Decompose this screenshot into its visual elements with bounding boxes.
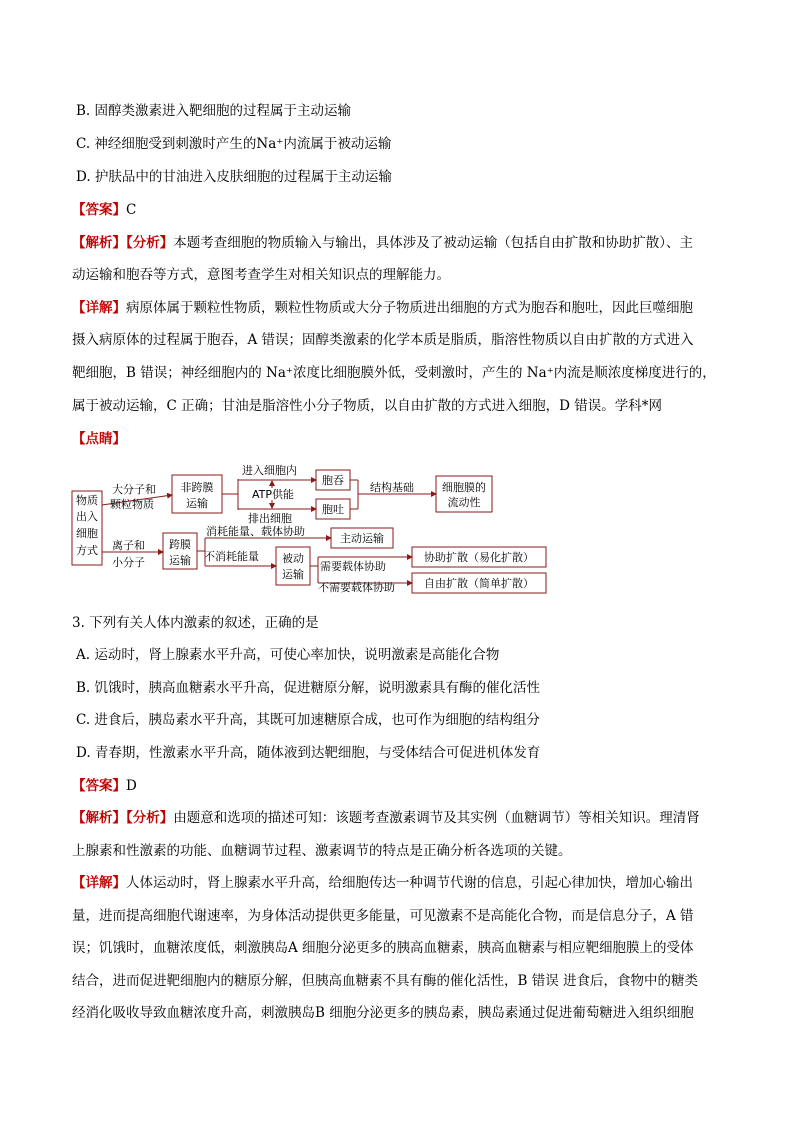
tip-tag: 【点睛】 [72, 431, 126, 447]
q3-analysis-line-1 [72, 808, 700, 828]
q2-detail-line-3: 靶细胞，B 错误；神经细胞内的 Na⁺浓度比细胞膜外低，受刺激时，产生的 Na⁺内流是顺浓度梯度进行的， [72, 365, 716, 381]
analysis-tag: 【解析】 [72, 235, 126, 251]
label-root-2: 出入 [76, 510, 98, 523]
analysis-sub-tag: 【分析】 [126, 810, 174, 826]
label-no-carrier: 不需要载体协助 [318, 581, 395, 594]
q3-detail-line-2: 量，进而提高细胞代谢速率，为身体活动提供更多能量，可见激素不是高能化合物，而是信息分子，A 错 [72, 908, 694, 924]
label-fluidity-1: 细胞膜的 [442, 481, 486, 494]
label-macro-1: 大分子和 [112, 483, 156, 496]
q3-detail-line-1 [72, 873, 693, 893]
q3-analysis-line-2: 上腺素和性激素的功能、血糖调节过程、激素调节的特点是正确分析各选项的关键。 [72, 843, 572, 859]
label-passive-2: 运输 [282, 568, 304, 581]
q2-analysis-line-2: 动运输和胞吞等方式，意图考查学生对相关知识点的理解能力。 [72, 267, 450, 283]
label-root-1: 物质 [76, 494, 98, 507]
label-active: 主动运输 [340, 532, 384, 545]
analysis-text: 由题意和选项的描述可知：该题考查激素调节及其实例（血糖调节）等相关知识。理清肾 [173, 810, 700, 826]
label-endocytosis: 胞吞 [322, 474, 344, 487]
q3-option-a: A. 运动时，肾上腺素水平升高，可使心率加快，说明激素是高能化合物 [76, 647, 500, 663]
label-non-transmembrane-2: 运输 [186, 497, 208, 510]
label-small-1: 离子和 [112, 539, 145, 552]
answer-value: D [126, 778, 137, 794]
q3-detail-line-5: 经消化吸收导致血糖浓度升高，刺激胰岛B 细胞分泌更多的胰岛素，胰岛素通过促进葡萄糖进入组织细胞 [72, 1005, 694, 1021]
label-non-transmembrane-1: 非跨膜 [180, 481, 214, 494]
detail-text: 人体运动时，肾上腺素水平升高，给细胞传达一种调节代谢的信息，引起心律加快，增加心输出 [126, 875, 693, 891]
detail-text: 病原体属于颗粒性物质，颗粒性物质或大分子物质进出细胞的方式为胞吞和胞吐，因此巨噬细胞 [126, 300, 693, 316]
label-need-carrier: 需要载体协助 [320, 560, 386, 573]
label-macro-2: 颗粒物质 [110, 498, 154, 511]
label-consume: 消耗能量、载体协助 [206, 525, 305, 538]
q2-option-d: D. 护肤品中的甘油进入皮肤细胞的过程属于主动运输 [76, 169, 392, 185]
q3-answer [72, 776, 137, 796]
q3-detail-line-3: 误；饥饿时，血糖浓度低，刺激胰岛A 细胞分泌更多的胰高血糖素，胰高血糖素与相应靶细胞膜上的受体 [72, 940, 694, 956]
answer-value: C [126, 202, 137, 218]
answer-tag: 【答案】 [72, 778, 126, 794]
q2-option-c: C. 神经细胞受到刺激时产生的Na⁺内流属于被动运输 [76, 136, 392, 152]
label-out-cell: 排出细胞 [248, 512, 292, 525]
q2-option-b: B. 固醇类激素进入靶细胞的过程属于主动运输 [76, 103, 352, 119]
label-structural-basis: 结构基础 [370, 481, 414, 494]
q2-detail-line-4: 属于被动运输，C 正确；甘油是脂溶性小分子物质，以自由扩散的方式进入细胞，D 错误。学科*网 [72, 398, 662, 414]
q3-option-b: B. 饥饿时，胰高血糖素水平升高，促进糖原分解，说明激素具有酶的催化活性 [76, 680, 541, 696]
label-transmembrane-1: 跨膜 [169, 538, 191, 551]
detail-tag: 【详解】 [72, 300, 126, 316]
label-no-consume: 不消耗能量 [204, 550, 259, 563]
q2-detail-line-2: 摄入病原体的过程属于胞吞，A 错误；固醇类激素的化学本质是脂质，脂溶性物质以自由扩散的方式进入 [72, 332, 694, 348]
label-facilitated: 协助扩散（易化扩散） [424, 551, 534, 564]
label-into-cell: 进入细胞内 [242, 464, 297, 477]
answer-tag: 【答案】 [72, 202, 126, 218]
label-passive-1: 被动 [282, 552, 304, 565]
analysis-sub-tag: 【分析】 [126, 235, 174, 251]
q3-stem: 3. 下列有关人体内激素的叙述，正确的是 [72, 615, 319, 631]
label-atp: ATP供能 [252, 488, 295, 501]
analysis-tag: 【解析】 [72, 810, 126, 826]
detail-tag: 【详解】 [72, 875, 126, 891]
label-free: 自由扩散（简单扩散） [424, 577, 534, 590]
label-exocytosis: 胞吐 [322, 503, 344, 516]
label-root-3: 细胞 [76, 527, 98, 540]
label-fluidity-2: 流动性 [447, 496, 481, 509]
label-root-4: 方式 [76, 544, 98, 557]
analysis-text: 本题考查细胞的物质输入与输出，具体涉及了被动运输（包括自由扩散和协助扩散）、主 [173, 235, 693, 251]
q3-option-d: D. 青春期，性激素水平升高，随体液到达靶细胞，与受体结合可促进机体发育 [76, 745, 541, 761]
q3-detail-line-4: 结合，进而促进靶细胞内的糖原分解，但胰高血糖素不具有酶的催化活性，B 错误 进食后，食物中的糖类 [72, 973, 699, 989]
q3-option-c: C. 进食后，胰岛素水平升高，其既可加速糖原合成，也可作为细胞的结构组分 [76, 712, 540, 728]
label-small-2: 小分子 [112, 556, 145, 569]
label-transmembrane-2: 运输 [169, 554, 191, 567]
